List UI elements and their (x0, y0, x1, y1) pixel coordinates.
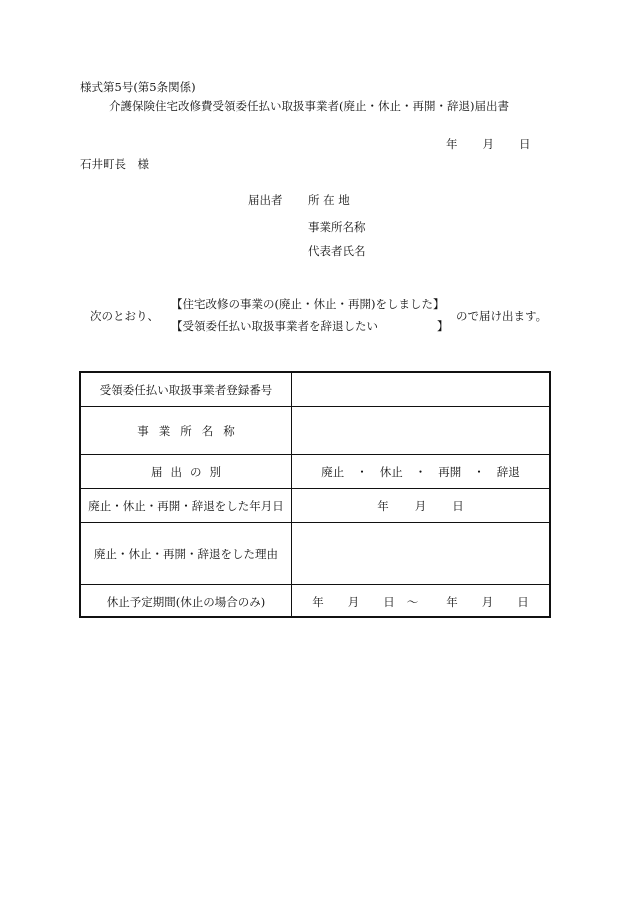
table-row-reason (81, 523, 549, 585)
table-row-suspension-period (81, 585, 549, 618)
form-number-label: 様式第5号(第5条関係) (80, 80, 196, 94)
notification-type-label-text: 届出の別 (151, 464, 229, 479)
change-date-field[interactable] (292, 489, 549, 522)
notice-prefix: 次のとおり、 (90, 309, 159, 323)
date-year: 年 (446, 137, 458, 151)
table-row-office-name (81, 407, 549, 455)
table-row-change-date (81, 489, 549, 523)
office-name-label (81, 407, 292, 454)
submission-date (446, 137, 531, 151)
registration-number-label: 受領委任払い取扱事業者登録番号 (81, 373, 292, 406)
date-day: 日 (519, 137, 531, 151)
notification-type-options[interactable] (292, 455, 549, 488)
change-date-year: 年 (377, 498, 389, 513)
reason-label: 廃止・休止・再開・辞退をした理由 (81, 523, 292, 584)
type-separator: ・ (414, 464, 427, 479)
suspension-period-label: 休止予定期間(休止の場合のみ) (81, 585, 292, 618)
notice-option-withdraw-bracket: 】 (437, 319, 449, 333)
applicant-office-name-label: 事業所名称 (308, 220, 366, 234)
suspension-period-field[interactable] (292, 585, 549, 618)
notice-suffix: ので届け出ます。 (456, 309, 548, 323)
type-option-suspend[interactable]: 休止 (379, 464, 403, 479)
change-date-label: 廃止・休止・再開・辞退をした年月日 (81, 489, 292, 522)
period-from-month: 月 (347, 594, 360, 609)
office-name-label-text: 事業所名称 (137, 423, 245, 438)
notification-type-label (81, 455, 292, 488)
period-separator: ～ (406, 594, 419, 609)
office-name-field[interactable] (292, 407, 549, 454)
date-month: 月 (482, 137, 494, 151)
type-option-abolish[interactable]: 廃止 (321, 464, 345, 479)
notice-option-business-change: 【住宅改修の事業の(廃止・休止・再開)をしました】 (171, 297, 445, 311)
applicant-representative-label: 代表者氏名 (308, 244, 366, 258)
type-option-resume[interactable]: 再開 (438, 464, 462, 479)
period-from-year: 年 (312, 594, 324, 609)
notice-option-withdraw: 【受領委任払い取扱事業者を辞退したい (171, 319, 378, 333)
type-option-withdraw[interactable]: 辞退 (496, 464, 520, 479)
addressee: 石井町長 様 (80, 157, 149, 171)
registration-number-field[interactable] (292, 373, 549, 406)
applicant-label: 届出者 (248, 193, 283, 207)
table-row-registration-number (81, 373, 549, 407)
period-to-day: 日 (517, 594, 529, 609)
applicant-address-label: 所 在 地 (308, 193, 350, 207)
change-date-month: 月 (414, 498, 427, 513)
period-to-year: 年 (446, 594, 458, 609)
period-from-day: 日 (383, 594, 395, 609)
reason-field[interactable] (292, 523, 549, 584)
type-separator: ・ (356, 464, 368, 479)
change-date-day: 日 (452, 498, 464, 513)
period-to-month: 月 (481, 594, 494, 609)
notification-form-table (79, 371, 551, 618)
table-row-notification-type (81, 455, 549, 489)
type-separator: ・ (473, 464, 485, 479)
document-title: 介護保険住宅改修費受領委任払い取扱事業者(廃止・休止・再開・辞退)届出書 (109, 99, 509, 113)
